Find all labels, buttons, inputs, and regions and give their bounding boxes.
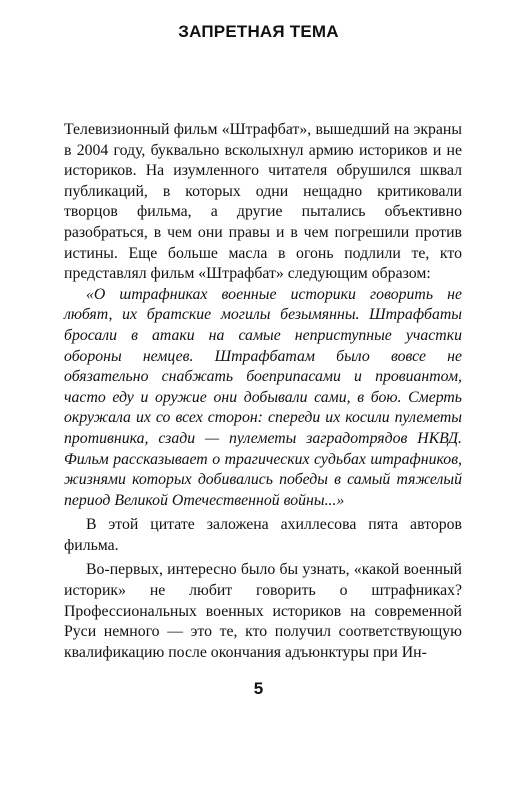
page-number: 5	[253, 679, 264, 698]
body-text	[64, 120, 462, 663]
first-point-paragraph: Во-первых, интересно было бы узнать, «какой военный историк» не любит говорить о штрафниках? Профессиональных военных историков на современной Руси немного — это те, кто получил соответствующую квалификацию после окончания адъюнктуры при Ин-	[64, 561, 462, 661]
comment-paragraph: В этой цитате заложена ахиллесова пята авторов фильма.	[64, 516, 462, 554]
quotation-paragraph: «О штрафниках военные историки говорить не любят, их братские могилы безымянны. Штрафбаты бросали в атаки на самые неприступные участки обороны немцев. Штрафбатам было вовсе не обязательно снабжать боеприпасами и провиантом, часто еду и оружие они добывали сами, в бою. Смерть окружала их со всех сторон: спереди их косили пулеметы противника, сзади — пулеметы заградотрядов НКВД. Фильм рассказывает о трагических судьбах штрафников, жизнями которых добивались победы в самый тяжелый период Великой Отечественной войны...»	[64, 285, 462, 509]
running-title: ЗАПРЕТНАЯ ТЕМА	[178, 22, 339, 41]
intro-paragraph: Телевизионный фильм «Штрафбат», вышедший на экраны в 2004 году, буквально всколыхнул армию историков и не историков. На изумленного читателя обрушился шквал публикаций, в которых одни нещадно критиковали творцов фильма, а другие пытались объективно разобраться, в чем они правы и в чем погрешили против истины. Еще больше масла в огонь подлили те, кто представлял фильм «Штрафбат» следующим образом:	[64, 121, 462, 283]
